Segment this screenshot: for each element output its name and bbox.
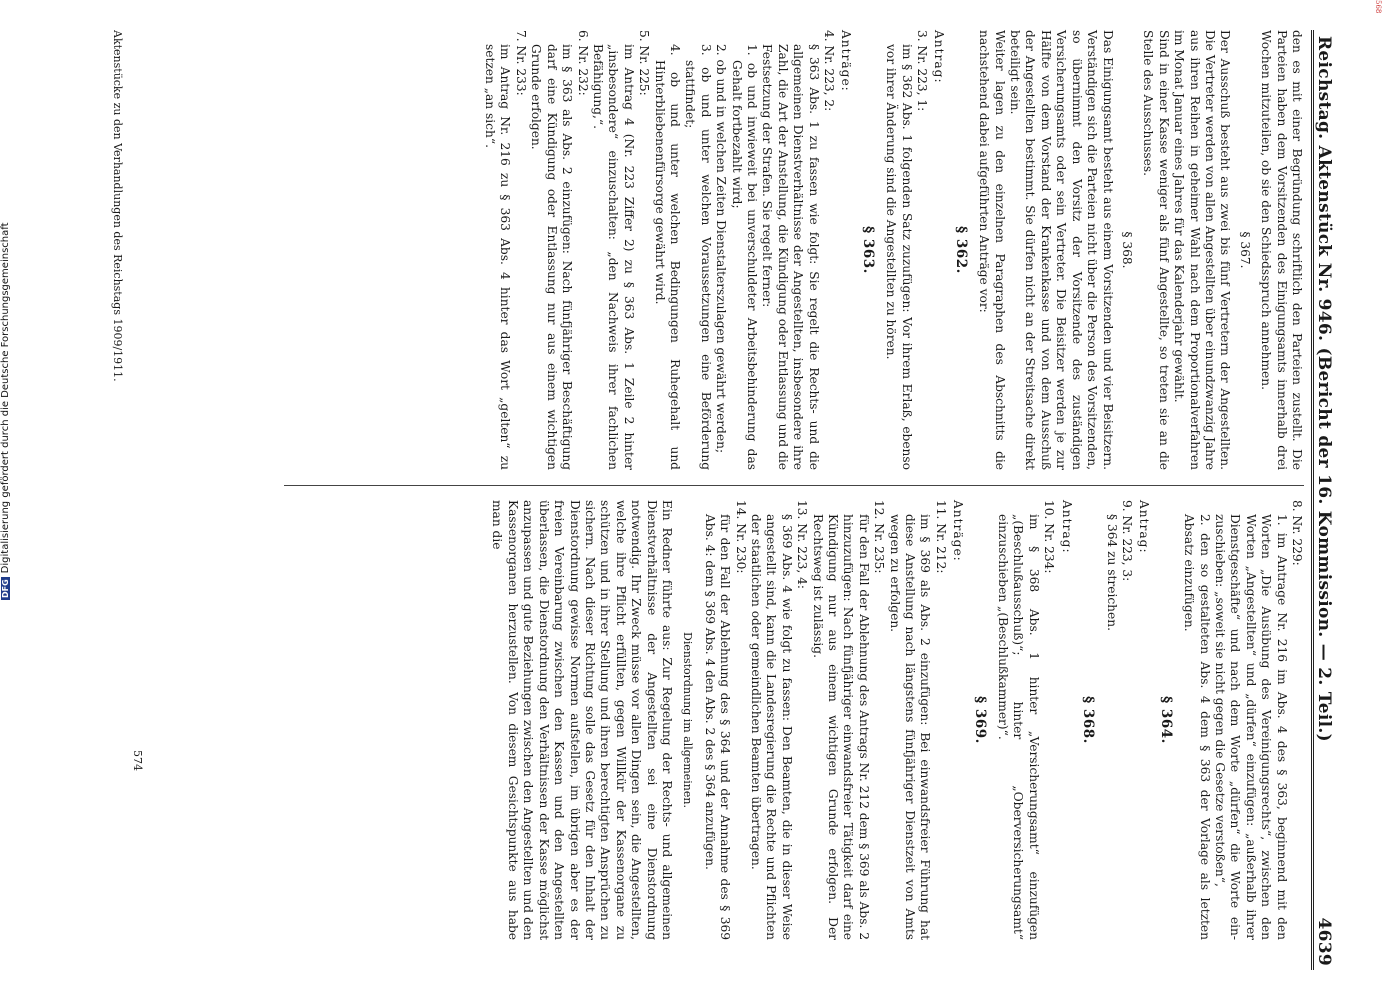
motion-label: Antrag:	[1059, 500, 1074, 554]
motion-text: 2. den so gestalteten Abs. 4 dem § 363 der Vorlage als letzten Absatz einzufügen.	[1182, 514, 1212, 940]
motion-label: Anträge:	[951, 500, 966, 562]
header-title: Reichstag. Aktenstück Nr. 946. (Bericht der 16. Kommission. — 2. Teil.)	[1314, 36, 1334, 742]
subheading: Dienstordnung im allgemeinen.	[681, 632, 695, 808]
section-heading: § 368.	[1080, 696, 1097, 744]
paragraph: Der Ausschuß besteht aus zwei bis fünf Vertretern der Angestellten. Die Vertreter werden von allen Angestellten über einundzwanzig Jahre aus ihren Reihen in geheimer Wahl nach dem Proportionalverfahren im Monat Januar eines Jahres für das Kalenderjahr gewählt.	[1172, 30, 1233, 470]
list-item: 4. ob und unter welchen Bedingungen Ruhegehalt und Hinterbliebenenfürsorge gewährt wird.	[652, 44, 682, 470]
page-header	[1311, 30, 1344, 970]
motion-text: für den Fall der Ablehnung des § 364 und der Annahme des § 369 Abs. 4: dem § 369 Abs. 4 den Abs. 2 des § 364 anzufügen.	[702, 514, 733, 940]
paragraph: 7. Nr. 233:	[513, 30, 528, 96]
paragraph: Ein Redner führte aus: Zur Regelung der Rechts- und allgemeinen Dienstverhältnisse der Angestellten sei eine Dienstordnung notwendig. Ihr Zweck müsse vor allen Dingen sein, die Angestellten, welche ihre Pflicht erfüllten, gegen Willkür der Kassenorgane zu schützen und in ihrer Stellung und ihren berechtigten Ansprüchen zu sichern. Nach dieser Richtung solle das Gesetz für den Inhalt der Dienstordnung gewisse Normen aufstellen, im übrigen aber es der freien Vereinbarung zwischen den Kassen und den Angestellten überlassen, die Dienstordnung den Verhältnissen der Kasse möglichst anzupassen und gute Beziehungen zwischen den Angestellten und den Kassenorganen herzustellen. Von diesem Gesichtspunkte aus habe man die	[490, 500, 674, 940]
list-item: 3. ob und unter welchen Voraussetzungen eine Beförderung stattfindet;	[683, 44, 713, 470]
motion-text: im § 362 Abs. 1 folgenden Satz zuzufügen: Vor ihrem Erlaß, ebenso vor ihrer Änderung sind die Angestellten zu hören.	[884, 44, 914, 470]
digitization-credit	[0, 200, 14, 600]
right-column	[489, 500, 1304, 940]
section-heading: § 368.	[1119, 231, 1134, 269]
footer-citation: Aktenstücke zu den Verhandlungen des Reichstags 1909/1911.	[111, 30, 124, 382]
dfg-logo: DFG	[1, 579, 10, 598]
paragraph: 14. Nr. 230:	[733, 500, 748, 574]
digitization-credit-text: Digitalisierung gefördert durch die Deutsche Forschungsgemeinschaft	[0, 222, 11, 574]
paragraph: 5. Nr. 225:	[637, 30, 652, 96]
paragraph: den es mit einer Begründung schriftlich den Parteien zustellt. Die Parteien haben dem Vorsitzenden des Einigungsamts innerhalb drei Wochen mitzuteilen, ob sie den Schiedsspruch annehmen.	[1259, 30, 1304, 470]
motion-text: im Antrag 4 (Nr. 223 Ziffer 2) zu § 363 Abs. 1 Zeile 2 hinter „insbesondere“ einzuschalten: „den Nachweis ihrer fachlichen Befähigung,“.	[590, 44, 636, 470]
motion-text: im § 369 als Abs. 2 einzufügen: Bei einwandsfreier Führung hat diese Anstellung nach längstens fünfjähriger Dienstzeit von Amts wegen zu erfolgen.	[887, 514, 933, 940]
section-heading: § 369.	[971, 696, 988, 744]
motion-text: im Antrag Nr. 216 zu § 363 Abs. 4 hinter das Wort „gelten“ zu setzen „an sich“.	[483, 44, 513, 470]
section-heading: § 362.	[952, 226, 969, 274]
paragraph: Weiter lagen zu den einzelnen Paragraphen des Abschnitts die nachstehend dabei aufgeführten Anträge vor:	[977, 30, 1007, 470]
left-column	[482, 30, 1304, 470]
paragraph: 3. Nr. 223, 1:	[915, 30, 930, 112]
list-item: 2. ob und in welchen Zeiten Dienstalterszulagen gewährt werden;	[714, 44, 729, 454]
motion-label: Antrag:	[932, 30, 947, 84]
footer-folio: 574	[131, 750, 144, 771]
paragraph: 12. Nr. 235:	[872, 500, 887, 574]
paragraph: 13. Nr. 223, 4:	[795, 500, 810, 590]
section-heading: § 363.	[859, 226, 876, 274]
paragraph: 4. Nr. 223, 2:	[822, 30, 837, 112]
motion-text: im § 368 Abs. 1 hinter „Versicherungsamt“ einzufügen „(Beschlußausschuß)“; hinter „Oberversicherungsamt“ einzuschieben „(Beschlußkammer)“.	[996, 514, 1041, 940]
page-footer	[111, 30, 144, 970]
paragraph: 9. Nr. 223, 3:	[1119, 500, 1134, 582]
column-divider	[284, 485, 1304, 486]
paragraph: 11. Nr. 212:	[933, 500, 948, 574]
motion-text: für den Fall der Ablehnung des Antrags Nr. 212 dem § 369 als Abs. 2 hinzuzufügen: Nach fünfjähriger einwandsfreier Tätigkeit darf eine Kündigung nur aus einem wichtigen Grunde erfolgen. Der Rechtsweg ist zulässig.	[810, 514, 871, 940]
paragraph: 10. Nr. 234:	[1042, 500, 1057, 574]
list-item: 1. ob und inwieweit bei unverschuldeter Arbeitsbehinderung das Gehalt fortbezahlt wird;	[729, 44, 759, 470]
section-heading: § 367.	[1237, 231, 1252, 269]
motion-text: § 363 Abs. 1 zu fassen wie folgt: Sie regelt die Rechts- und die allgemeinen Dienstverhältnisse der Angestellten, insbesondere ihre Zahl, die Art der Anstellung, die Kündigung oder Entlassung und die Festsetzung der Strafen. Sie regelt ferner:	[760, 44, 821, 470]
paragraph: 6. Nr. 232:	[575, 30, 590, 96]
motion-label: Anträge:	[839, 30, 854, 92]
paragraph: Sind in einer Kasse weniger als fünf Angestellte, so treten sie an die Stelle des Ausschusses.	[1141, 30, 1171, 470]
paragraph: Das Einigungsamt besteht aus einem Vorsitzenden und vier Beisitzern. Verständigen sich die Parteien nicht über die Person des Vorsitzenden, so übernimmt den Vorsitz der Vorsitzende des zuständigen Versicherungsamts oder sein Vertreter. Die Beisitzer werden je zur Hälfte von dem Vorstand der Krankenkasse und von dem Ausschuß der Angestellten bestimmt. Sie dürfen nicht an der Streitsache direkt beteiligt sein.	[1008, 30, 1115, 470]
motion-text: 1. im Antrage Nr. 216 im Abs. 4 des § 363, beginnend mit den Worten „Die Ausübung des Vereinigungsrechts“, zwischen den Worten „Angestellten“ und „dürfen“ einzufügen: „außerhalb ihrer Dienstgeschäfte“ und nach dem Worte „dürfen“ die Worte einzuschieben: „soweit sie nicht gegen die Gesetze verstoßen“,	[1212, 514, 1289, 940]
motion-label: Antrag:	[1137, 500, 1152, 554]
motion-text: im § 363 als Abs. 2 einzufügen: Nach fünfjähriger Beschäftigung darf eine Kündigung oder Entlassung nur aus einem wichtigen Grunde erfolgen.	[529, 44, 575, 470]
rotated-page-content	[74, 30, 1344, 970]
archive-stamp: 568	[1374, 0, 1382, 14]
motion-text: § 364 zu streichen.	[1104, 514, 1119, 631]
motion-text: § 369 Abs. 4 wie folgt zu fassen: Den Beamten, die in dieser Weise angestellt sind, kann die Landesregierung die Rechte und Pflichten der staatlichen oder gemeindlichen Beamten übertragen.	[749, 514, 794, 940]
header-page-number: 4639	[1314, 917, 1334, 966]
paragraph: 8. Nr. 229:	[1290, 500, 1304, 566]
section-heading: § 364.	[1157, 696, 1174, 744]
